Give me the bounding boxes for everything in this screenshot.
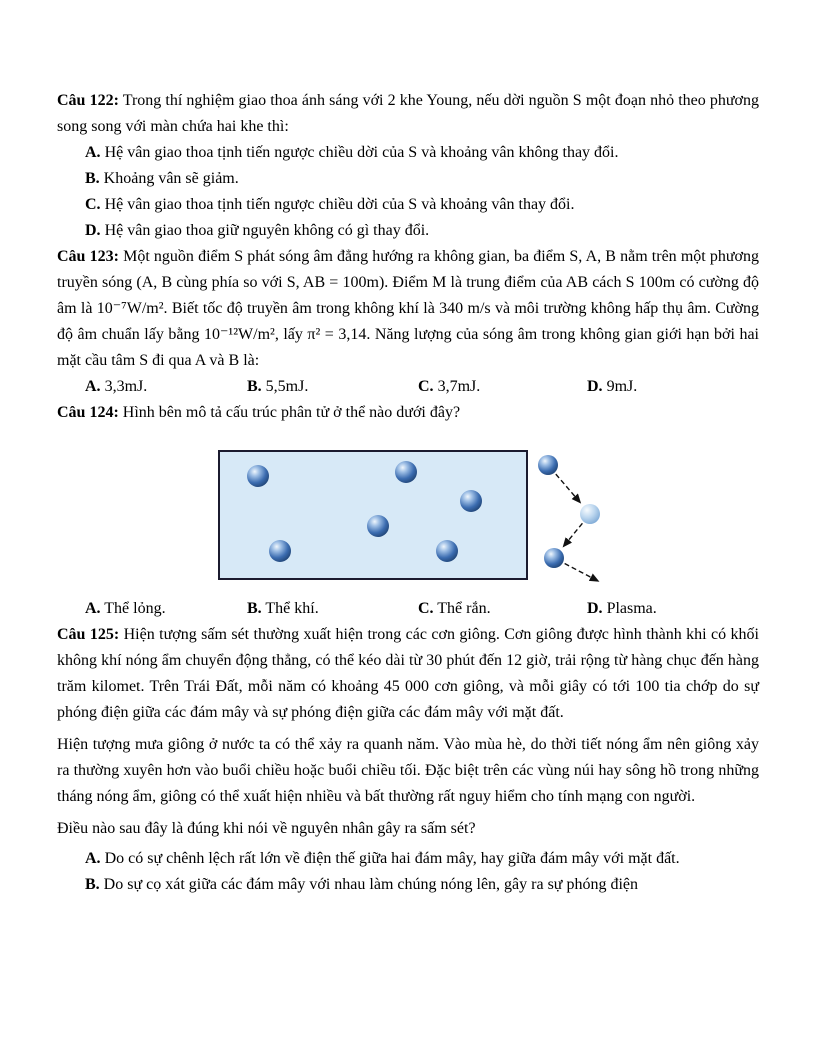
question-124 xyxy=(57,400,759,622)
question-stem xyxy=(57,400,759,426)
options-row xyxy=(57,374,759,400)
option-text: Hệ vân giao thoa tịnh tiến ngược chiều dời của S và khoảng vân không thay đổi. xyxy=(104,144,619,161)
question-text: Một nguồn điểm S phát sóng âm đẳng hướng ra không gian, ba điểm S, A, B nằm trên một phương truyền sóng (A, B cùng phía so với S, AB = 100m). Điểm M là trung điểm của AB cách S 100m có cường độ âm là 10⁻⁷W/m². Biết tốc độ truyền âm trong không khí là 340 m/s và môi trường không hấp thụ âm. Cường độ âm chuẩn lấy bằng 10⁻¹²W/m², lấy π² = 3,14. Năng lượng của sóng âm trong không gian giới hạn bởi hai mặt cầu tâm S đi qua A và B là: xyxy=(57,248,760,369)
option-label: B. xyxy=(247,600,262,617)
molecule-diagram xyxy=(218,450,618,588)
molecule-sphere xyxy=(436,540,458,562)
option-label: B. xyxy=(85,170,100,187)
molecule-sphere xyxy=(544,548,564,568)
option-label: C. xyxy=(418,600,434,617)
options-row xyxy=(57,596,759,622)
molecular-structure-figure xyxy=(218,450,759,588)
question-text: Hiện tượng sấm sét thường xuất hiện trong các cơn giông. Cơn giông được hình thành khi có khối không khí nóng ẩm chuyển động thẳng, có thể kéo dài từ 30 phút đến 12 giờ, trải rộng từ hàng chục đến hàng trăm kilomet. Trên Trái Đất, mỗi năm có khoảng 45 000 cơn giông, và mỗi giây có tới 100 tia chớp do sự phóng điện giữa các đám mây và sự phóng điện giữa các đám mây với mặt đất. xyxy=(57,626,759,721)
option-a xyxy=(85,596,247,622)
molecule-sphere xyxy=(395,461,417,483)
option-b xyxy=(247,596,418,622)
option-text: 5,5mJ. xyxy=(265,378,309,395)
option-label: A. xyxy=(85,144,101,161)
dashed-motion-arrow xyxy=(563,523,582,546)
option-d xyxy=(587,596,657,622)
question-number: Câu 122: xyxy=(57,92,119,109)
option-c xyxy=(418,596,587,622)
option-label: C. xyxy=(418,378,434,395)
molecule-sphere xyxy=(580,504,600,524)
question-prompt: Điều nào sau đây là đúng khi nói về nguyên nhân gây ra sấm sét? xyxy=(57,820,476,837)
option-b xyxy=(57,166,759,192)
option-label: D. xyxy=(85,222,101,239)
option-d xyxy=(587,374,637,400)
molecule-sphere xyxy=(269,540,291,562)
question-stem xyxy=(57,88,759,140)
molecule-sphere xyxy=(247,465,269,487)
dashed-motion-arrow xyxy=(556,474,580,503)
option-text: Hệ vân giao thoa giữ nguyên không có gì thay đổi. xyxy=(104,222,430,239)
option-label: A. xyxy=(85,600,101,617)
question-number: Câu 125: xyxy=(57,626,120,643)
question-122 xyxy=(57,88,759,244)
option-label: A. xyxy=(85,850,101,867)
option-b xyxy=(247,374,418,400)
option-text: 9mJ. xyxy=(606,378,638,395)
option-text: 3,7mJ. xyxy=(437,378,481,395)
option-text: Do có sự chênh lệch rất lớn về điện thế giữa hai đám mây, hay giữa đám mây với mặt đất. xyxy=(104,850,680,867)
option-text: Plasma. xyxy=(606,600,657,617)
option-text: Hệ vân giao thoa tịnh tiến ngược chiều dời của S và khoảng vân thay đổi. xyxy=(104,196,575,213)
option-b xyxy=(57,872,759,898)
option-text: Thể lỏng. xyxy=(104,600,166,617)
option-text: 3,3mJ. xyxy=(104,378,148,395)
option-text: Khoảng vân sẽ giảm. xyxy=(103,170,239,187)
question-125 xyxy=(57,622,759,898)
option-d xyxy=(57,218,759,244)
option-label: D. xyxy=(587,378,603,395)
molecule-sphere xyxy=(538,455,558,475)
option-text: Do sự cọ xát giữa các đám mây với nhau làm chúng nóng lên, gây ra sự phóng điện xyxy=(103,876,639,893)
molecule-sphere xyxy=(367,515,389,537)
question-text: Hình bên mô tả cấu trúc phân tử ở thể nào dưới đây? xyxy=(122,404,461,421)
option-label: A. xyxy=(85,378,101,395)
question-text: Trong thí nghiệm giao thoa ánh sáng với 2 khe Young, nếu dời nguồn S một đoạn nhỏ theo phương song song với màn chứa hai khe thì: xyxy=(57,92,760,135)
molecule-sphere xyxy=(460,490,482,512)
question-123 xyxy=(57,244,759,400)
option-c xyxy=(57,192,759,218)
question-stem xyxy=(57,244,759,374)
option-text: Thể khí. xyxy=(265,600,319,617)
option-label: B. xyxy=(85,876,100,893)
question-stem xyxy=(57,622,759,726)
option-a xyxy=(57,140,759,166)
option-c xyxy=(418,374,587,400)
option-a xyxy=(57,846,759,872)
motion-arrows xyxy=(556,474,598,581)
option-label: C. xyxy=(85,196,101,213)
question-paragraph: Hiện tượng mưa giông ở nước ta có thể xảy ra quanh năm. Vào mùa hè, do thời tiết nóng ẩm nên giông xảy ra thường xuyên hơn vào buổi chiều hoặc buổi chiều tối. Đặc biệt trên các vùng núi hay sông hồ trong những tháng nóng ẩm, giông có thể xuất hiện nhiều và bất thường rất nguy hiểm cho tính mạng con người. xyxy=(57,736,759,805)
option-a xyxy=(85,374,247,400)
question-number: Câu 124: xyxy=(57,404,119,421)
dashed-motion-arrow xyxy=(565,564,599,582)
question-number: Câu 123: xyxy=(57,248,119,265)
option-text: Thể rắn. xyxy=(437,600,491,617)
option-label: D. xyxy=(587,600,603,617)
option-label: B. xyxy=(247,378,262,395)
